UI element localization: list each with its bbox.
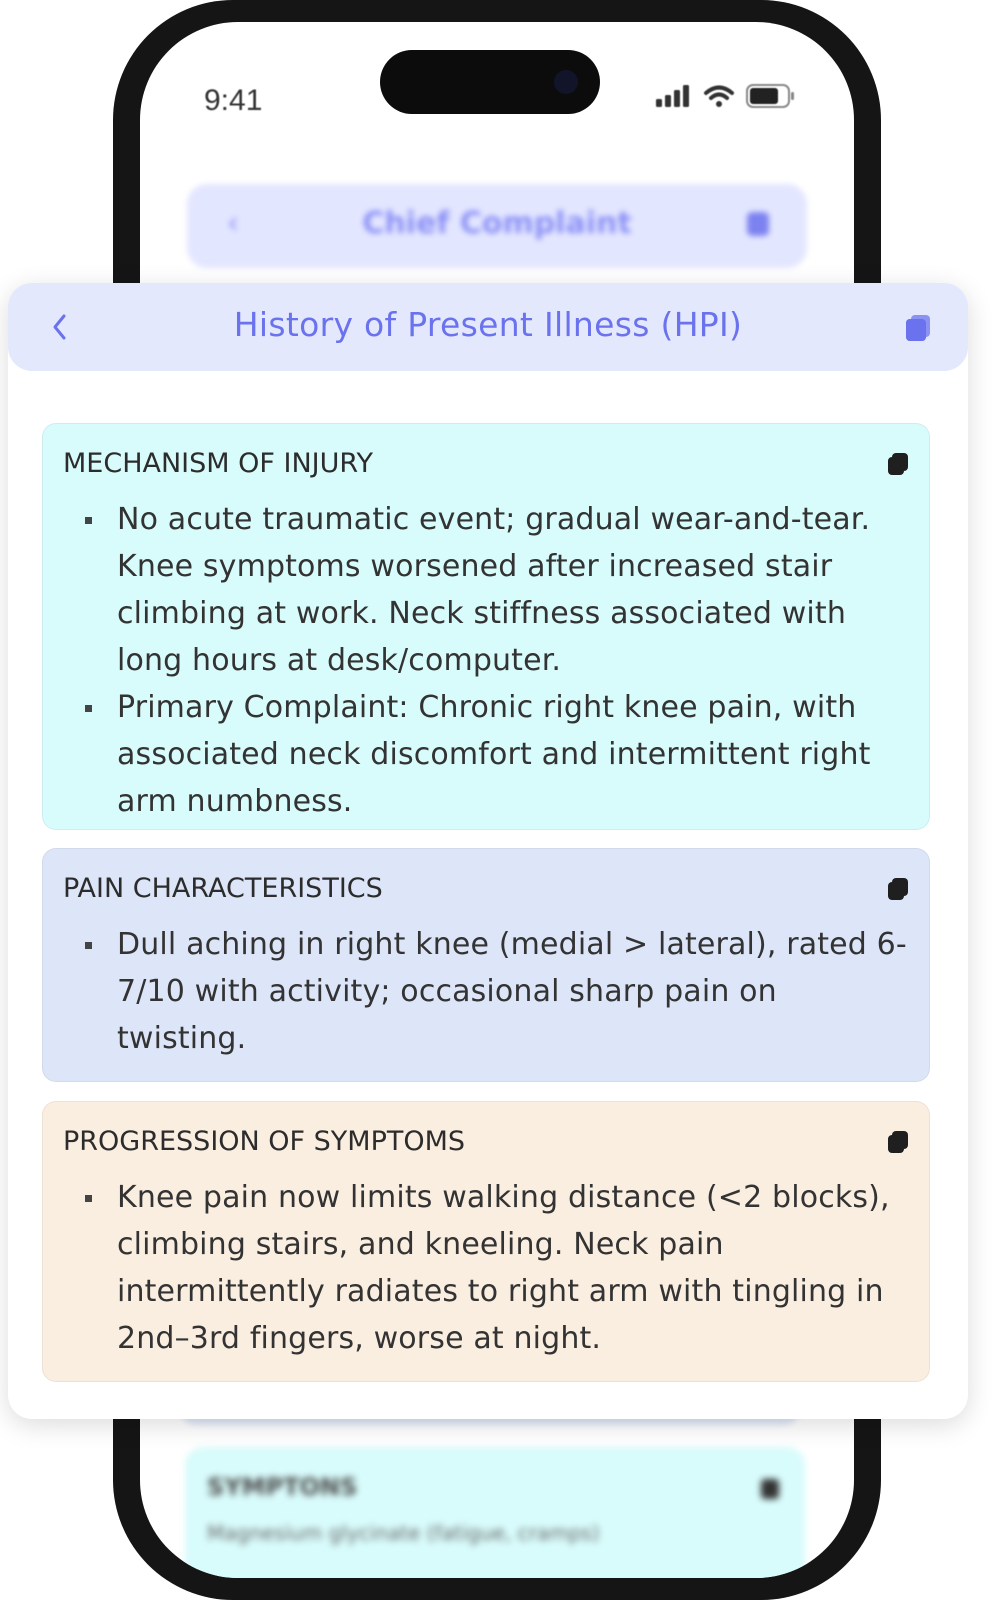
- bullet-list: [85, 1174, 915, 1362]
- section-title: PROGRESSION OF SYMPTOMS: [63, 1126, 466, 1157]
- battery-icon: [746, 84, 796, 108]
- copy-icon[interactable]: [887, 452, 909, 476]
- status-icons: [656, 84, 796, 108]
- camera-icon: [554, 70, 578, 94]
- background-card: [185, 1447, 805, 1578]
- hpi-modal: [8, 283, 968, 1419]
- list-item: Knee pain now limits walking distance (<2 blocks), climbing stairs, and kneeling. Neck pain intermittently radiates to right arm with tingling in 2nd–3rd fingers, worse at night.: [85, 1174, 915, 1362]
- copy-icon[interactable]: [887, 877, 909, 901]
- section-card-pain: [42, 848, 930, 1082]
- background-card-text: Magnesium glycinate (fatigue, cramps): [207, 1521, 600, 1545]
- section-title: PAIN CHARACTERISTICS: [63, 873, 383, 904]
- bullet-list: [85, 921, 915, 1062]
- background-header-title: Chief Complaint: [362, 206, 632, 241]
- section-card-progression: [42, 1101, 930, 1382]
- background-copy-icon: [747, 212, 769, 236]
- background-back-icon: ‹: [227, 206, 239, 241]
- modal-header: [8, 283, 968, 371]
- section-card-mechanism: [42, 423, 930, 830]
- bullet-list: [85, 496, 915, 825]
- copy-icon[interactable]: [887, 1130, 909, 1154]
- dynamic-island: [380, 50, 600, 114]
- modal-title: History of Present Illness (HPI): [233, 305, 743, 344]
- wifi-icon: [704, 85, 734, 107]
- background-card-copy-icon: [761, 1479, 779, 1499]
- list-item: Dull aching in right knee (medial > lateral), rated 6-7/10 with activity; occasional sharp pain on twisting.: [85, 921, 915, 1062]
- background-header: [187, 184, 807, 268]
- status-time: 9:41: [204, 84, 263, 117]
- signal-icon: [656, 85, 692, 107]
- list-item: No acute traumatic event; gradual wear-and-tear. Knee symptoms worsened after increased stair climbing at work. Neck stiffness associated with long hours at desk/computer.: [85, 496, 915, 684]
- copy-icon[interactable]: [904, 313, 932, 343]
- background-card-title: SYMPTONS: [207, 1473, 358, 1501]
- section-title: MECHANISM OF INJURY: [63, 448, 373, 479]
- list-item: Primary Complaint: Chronic right knee pain, with associated neck discomfort and intermittent right arm numbness.: [85, 684, 915, 825]
